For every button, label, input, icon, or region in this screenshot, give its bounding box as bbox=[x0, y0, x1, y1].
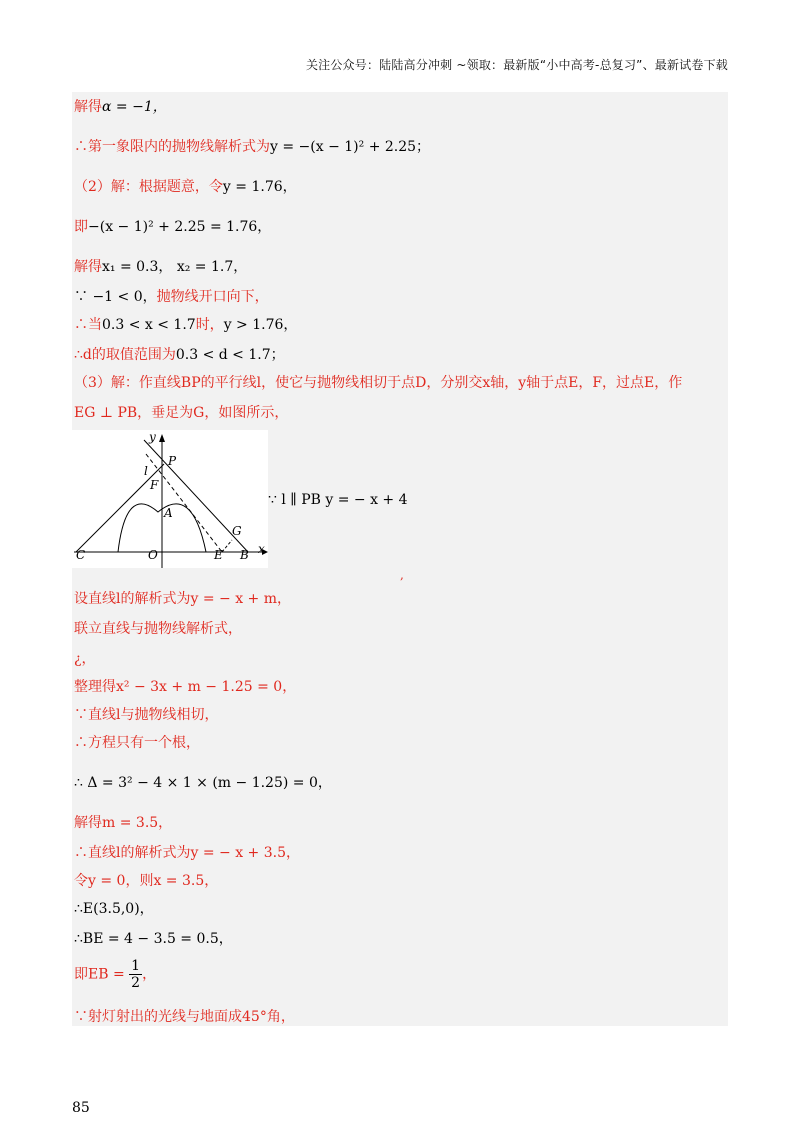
line-7 bbox=[74, 314, 297, 334]
line-5 bbox=[74, 256, 247, 276]
line-23 bbox=[74, 958, 156, 991]
line-l-dashed bbox=[146, 454, 222, 552]
line-8-text: ∴d的取值范围为 bbox=[74, 347, 176, 363]
line-eg bbox=[222, 540, 232, 552]
page-number: 85 bbox=[72, 1100, 90, 1116]
line-4 bbox=[74, 216, 271, 236]
alpha-value: α = −1， bbox=[102, 99, 167, 115]
line-19: ∴直线l的解析式为y = − x + 3.5， bbox=[74, 845, 300, 861]
line-15: ∵直线l与抛物线相切， bbox=[74, 707, 219, 723]
line-24: ∵射灯射出的光线与地面成45°角， bbox=[74, 1009, 295, 1025]
geometry-figure bbox=[72, 430, 268, 568]
line-3-text: （2）解：根据题意，令 bbox=[74, 179, 223, 195]
line-16: ∴方程只有一个根， bbox=[74, 735, 200, 751]
stray-comma: , bbox=[400, 568, 404, 582]
line-8-math: 0.3 < d < 1.7； bbox=[175, 347, 285, 363]
figure-svg bbox=[72, 430, 268, 568]
line-21: ∴E(3.5,0)， bbox=[74, 901, 154, 917]
line-3-math: y = 1.76， bbox=[222, 179, 297, 195]
fraction-numerator: 1 bbox=[131, 958, 141, 974]
line-2 bbox=[74, 136, 430, 156]
line-4-text: 即 bbox=[74, 219, 88, 235]
label-l: l bbox=[144, 464, 148, 478]
line-7-math-1: 0.3 < x < 1.7 bbox=[102, 317, 196, 333]
label-a: A bbox=[164, 506, 173, 520]
line-2-text: ∴第一象限内的抛物线解析式为 bbox=[74, 139, 270, 155]
label-p: P bbox=[168, 454, 177, 468]
line-12: 联立直线与抛物线解析式， bbox=[74, 621, 242, 637]
line-23-end: ， bbox=[142, 966, 157, 983]
line-11: 设直线l的解析式为y = − x + m， bbox=[74, 591, 291, 607]
line-10: EG ⊥ PB，垂足为G，如图所示， bbox=[74, 405, 289, 421]
figure-caption: ∵ l ∥ PB y = − x + 4 bbox=[268, 492, 408, 508]
line-13: ¿， bbox=[74, 651, 96, 667]
line-5-text: 解得 bbox=[74, 259, 102, 275]
solution-content bbox=[72, 92, 728, 1026]
line-14: 整理得x² − 3x + m − 1.25 = 0， bbox=[74, 679, 297, 695]
line-9: （3）解：作直线BP的平行线l，使它与抛物线相切于点D，分别交x轴，y轴于点E，F，过点E，作 bbox=[74, 375, 683, 391]
line-17: ∴ Δ = 3² − 4 × 1 × (m − 1.25) = 0， bbox=[74, 775, 332, 791]
line-7-text-2: 时， bbox=[195, 317, 224, 333]
line-2-math: y = −(x − 1)² + 2.25； bbox=[270, 139, 431, 155]
fraction-denominator: 2 bbox=[131, 975, 141, 991]
label-e: E bbox=[214, 548, 223, 562]
line-22: ∴BE = 4 − 3.5 = 0.5， bbox=[74, 931, 233, 947]
line-7-math-2: y > 1.76， bbox=[223, 317, 298, 333]
line-4-math: −(x − 1)² + 2.25 = 1.76， bbox=[88, 219, 272, 235]
line-6-math: ∵ −1 < 0， bbox=[74, 289, 157, 305]
line-1 bbox=[74, 96, 167, 116]
line-5-math: x₁ = 0.3， x₂ = 1.7， bbox=[102, 259, 248, 275]
line-3 bbox=[74, 176, 297, 196]
label-f: F bbox=[150, 478, 159, 492]
line-6-text: 抛物线开口向下， bbox=[156, 289, 269, 305]
y-axis-arrow-icon bbox=[159, 434, 165, 442]
label-o: O bbox=[148, 548, 158, 562]
line-6 bbox=[74, 286, 269, 306]
line-18: 解得m = 3.5， bbox=[74, 815, 173, 831]
page-header: 关注公众号：陆陆高分冲刺 ~领取：最新版“小中高考-总复习”、最新试卷下载 bbox=[305, 58, 728, 72]
line-23-text: 即EB = bbox=[74, 966, 125, 983]
label-x: x bbox=[258, 542, 265, 556]
fraction bbox=[129, 958, 142, 991]
line-7-text: ∴当 bbox=[74, 317, 102, 333]
line-8 bbox=[74, 344, 285, 364]
label-g: G bbox=[232, 524, 242, 538]
line-20: 令y = 0，则x = 3.5， bbox=[74, 873, 219, 889]
solve-label: 解得 bbox=[74, 99, 102, 115]
label-c: C bbox=[76, 548, 86, 562]
label-b: B bbox=[240, 548, 249, 562]
label-y: y bbox=[149, 430, 156, 444]
